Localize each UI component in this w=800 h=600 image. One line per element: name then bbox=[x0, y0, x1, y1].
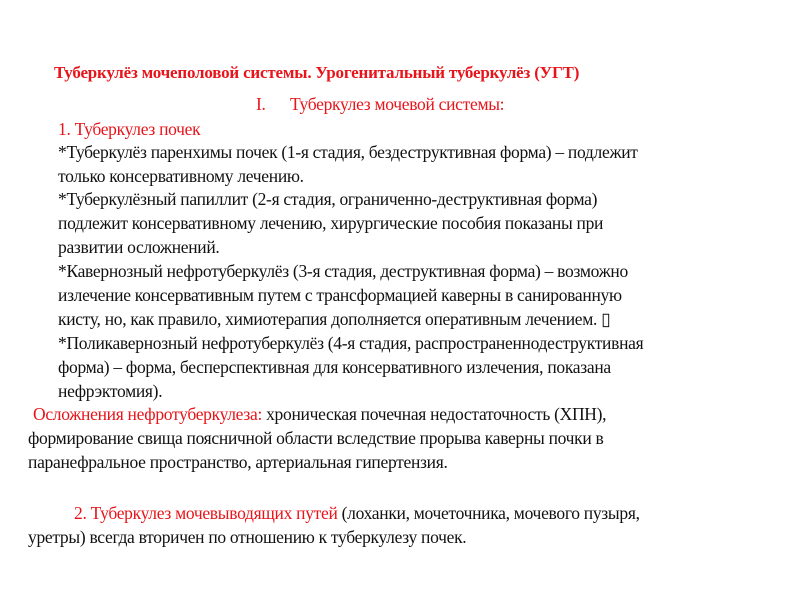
subsection-2-line: уретры) всегда вторичен по отношению к туберкулезу почек. bbox=[28, 527, 467, 547]
section-number: I. bbox=[256, 94, 266, 114]
subsection-2-heading: 2. Туберкулез мочевыводящих путей bbox=[74, 503, 338, 523]
body-line: подлежит консервативному лечению, хирургические пособия показаны при bbox=[58, 213, 604, 233]
body-line: *Кавернозный нефротуберкулёз (3-я стадия, деструктивная форма) – возможно bbox=[58, 261, 628, 281]
body-line: нефрэктомия). bbox=[58, 381, 163, 401]
body-line: кисту, но, как правило, химиотерапия дополняется оперативным лечением. ▯ bbox=[58, 309, 611, 329]
complications-line: формирование свища поясничной области вследствие прорыва каверны почки в bbox=[28, 428, 604, 448]
body-line: форма) – форма, бесперспективная для консервативного излечения, показана bbox=[58, 357, 611, 377]
body-line: излечение консервативным путем с трансформацией каверны в санированную bbox=[58, 285, 622, 305]
complications-text: хроническая почечная недостаточность (ХПН), bbox=[262, 404, 607, 424]
section-title: Туберкулез мочевой системы: bbox=[290, 94, 505, 114]
subsection-2-text: (лоханки, мочеточника, мочевого пузыря, bbox=[337, 503, 640, 523]
body-line: *Поликавернозный нефротуберкулёз (4-я стадия, распространеннодеструктивная bbox=[58, 333, 644, 353]
body-line: развитии осложнений. bbox=[58, 237, 220, 257]
body-line: *Туберкулёз паренхимы почек (1-я стадия, бездеструктивная форма) – подлежит bbox=[58, 142, 638, 162]
complications-label: Осложнения нефротуберкулеза: bbox=[33, 404, 263, 424]
slide-title: Туберкулёз мочеполовой системы. Урогенитальный туберкулёз (УГТ) bbox=[54, 63, 580, 82]
body-line: только консервативному лечению. bbox=[58, 166, 304, 186]
subsection-heading: 1. Туберкулез почек bbox=[58, 119, 201, 139]
complications-line: паранефральное пространство, артериальная гипертензия. bbox=[28, 452, 448, 472]
body-line: *Туберкулёзный папиллит (2-я стадия, ограниченно-деструктивная форма) bbox=[58, 189, 598, 209]
complications-paragraph bbox=[33, 404, 606, 424]
subsection-2-paragraph bbox=[74, 503, 640, 523]
